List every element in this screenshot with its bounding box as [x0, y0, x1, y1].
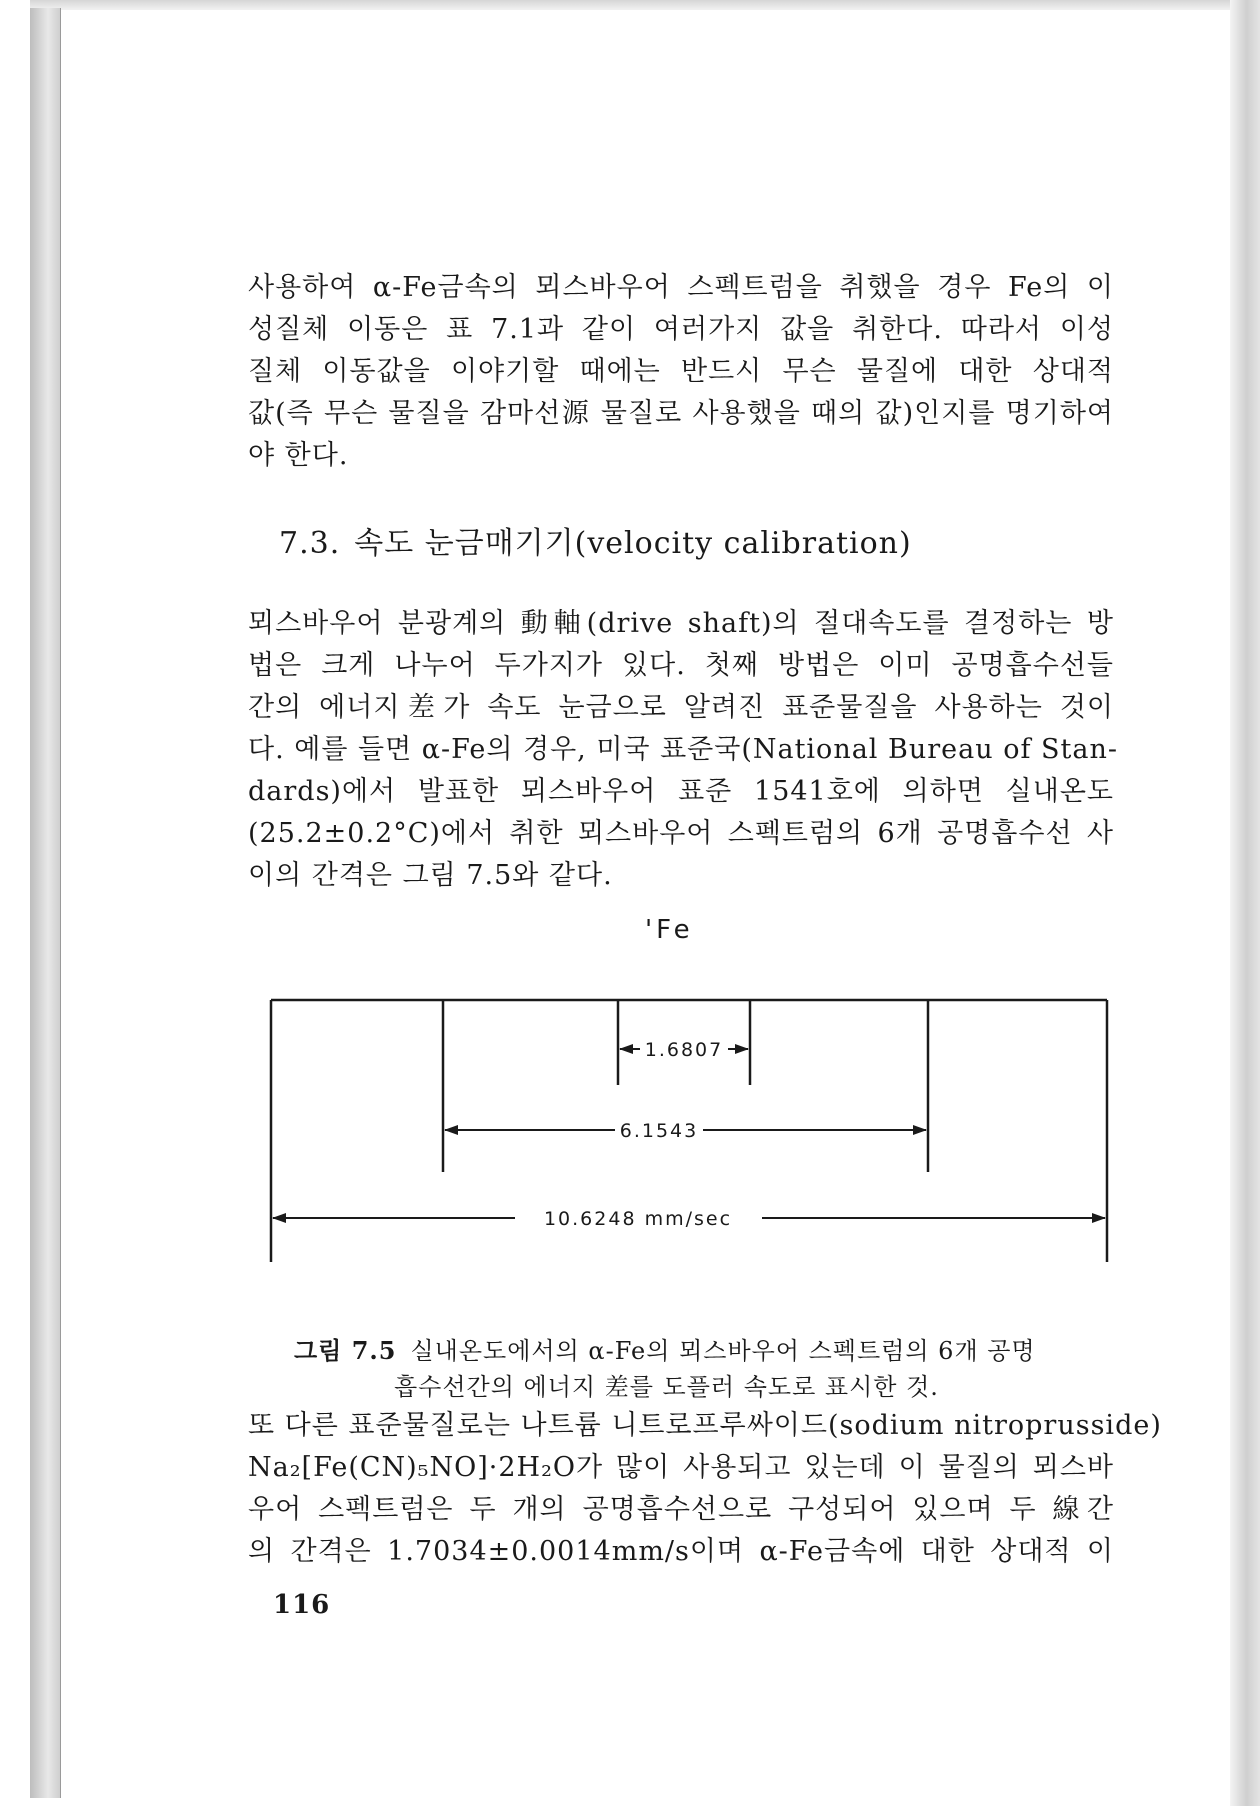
text-line: 질체 이동값을 이야기할 때에는 반드시 무슨 물질에 대한 상대적 [248, 356, 1114, 387]
text-line: 성질체 이동은 표 7.1과 같이 여러가지 값을 취한다. 따라서 이성 [248, 314, 1114, 345]
text-line: 법은 크게 나누어 두가지가 있다. 첫째 방법은 이미 공명흡수선들 [248, 650, 1114, 681]
figure-caption [294, 1333, 1114, 1405]
text-line: Na₂[Fe(CN)₅NO]·2H₂O가 많이 사용되고 있는데 이 물질의 뫼스바 [248, 1452, 1114, 1483]
text-line: (25.2±0.2°C)에서 취한 뫼스바우어 스펙트럼의 6개 공명흡수선 사 [248, 818, 1114, 849]
text-line: 야 한다. [248, 440, 349, 471]
text-line: 또 다른 표준물질로는 나트륨 니트로프루싸이드(sodium nitroprusside) [248, 1410, 1162, 1441]
text-line: 사용하여 α-Fe금속의 뫼스바우어 스펙트럼을 취했을 경우 Fe의 이 [248, 272, 1114, 303]
caption-text-line: 실내온도에서의 α-Fe의 뫼스바우어 스펙트럼의 6개 공명 [410, 1337, 1036, 1365]
caption-text-line: 흡수선간의 에너지 差를 도플러 속도로 표시한 것. [394, 1373, 939, 1401]
text-line: 우어 스펙트럼은 두 개의 공명흡수선으로 구성되어 있으며 두 線간 [248, 1494, 1114, 1525]
caption-label: 그림 7.5 [294, 1336, 397, 1365]
page-number: 116 [273, 1590, 331, 1620]
figure-isotope-label: 'Fe [645, 915, 694, 945]
text-line: 간의 에너지差가 속도 눈금으로 알려진 표준물질을 사용하는 것이 [248, 692, 1114, 723]
text-line: 다. 예를 들면 α-Fe의 경우, 미국 표준국(National Bureau of Stan- [248, 734, 1118, 765]
section-number: 7.3. [279, 526, 341, 561]
text-line: 이의 간격은 그림 7.5와 같다. [248, 860, 613, 891]
text-line: 의 간격은 1.7034±0.0014mm/s이며 α-Fe금속에 대한 상대적 이 [248, 1536, 1114, 1567]
middle-spacing-label: 6.1543 [619, 1120, 699, 1142]
text-line: 값(즉 무슨 물질을 감마선源 물질로 사용했을 때의 값)인지를 명기하여 [248, 398, 1114, 429]
text-line: dards)에서 발표한 뫼스바우어 표준 1541호에 의하면 실내온도 [248, 776, 1114, 807]
inner-spacing-label: 1.6807 [644, 1039, 724, 1061]
text-line: 뫼스바우어 분광계의 動軸(drive shaft)의 절대속도를 결정하는 방 [248, 608, 1114, 639]
paragraph-3 [248, 1405, 1162, 1573]
outer-spacing-label: 10.6248 mm/sec [543, 1208, 733, 1230]
section-title: 속도 눈금매기기(velocity calibration) [354, 526, 912, 561]
